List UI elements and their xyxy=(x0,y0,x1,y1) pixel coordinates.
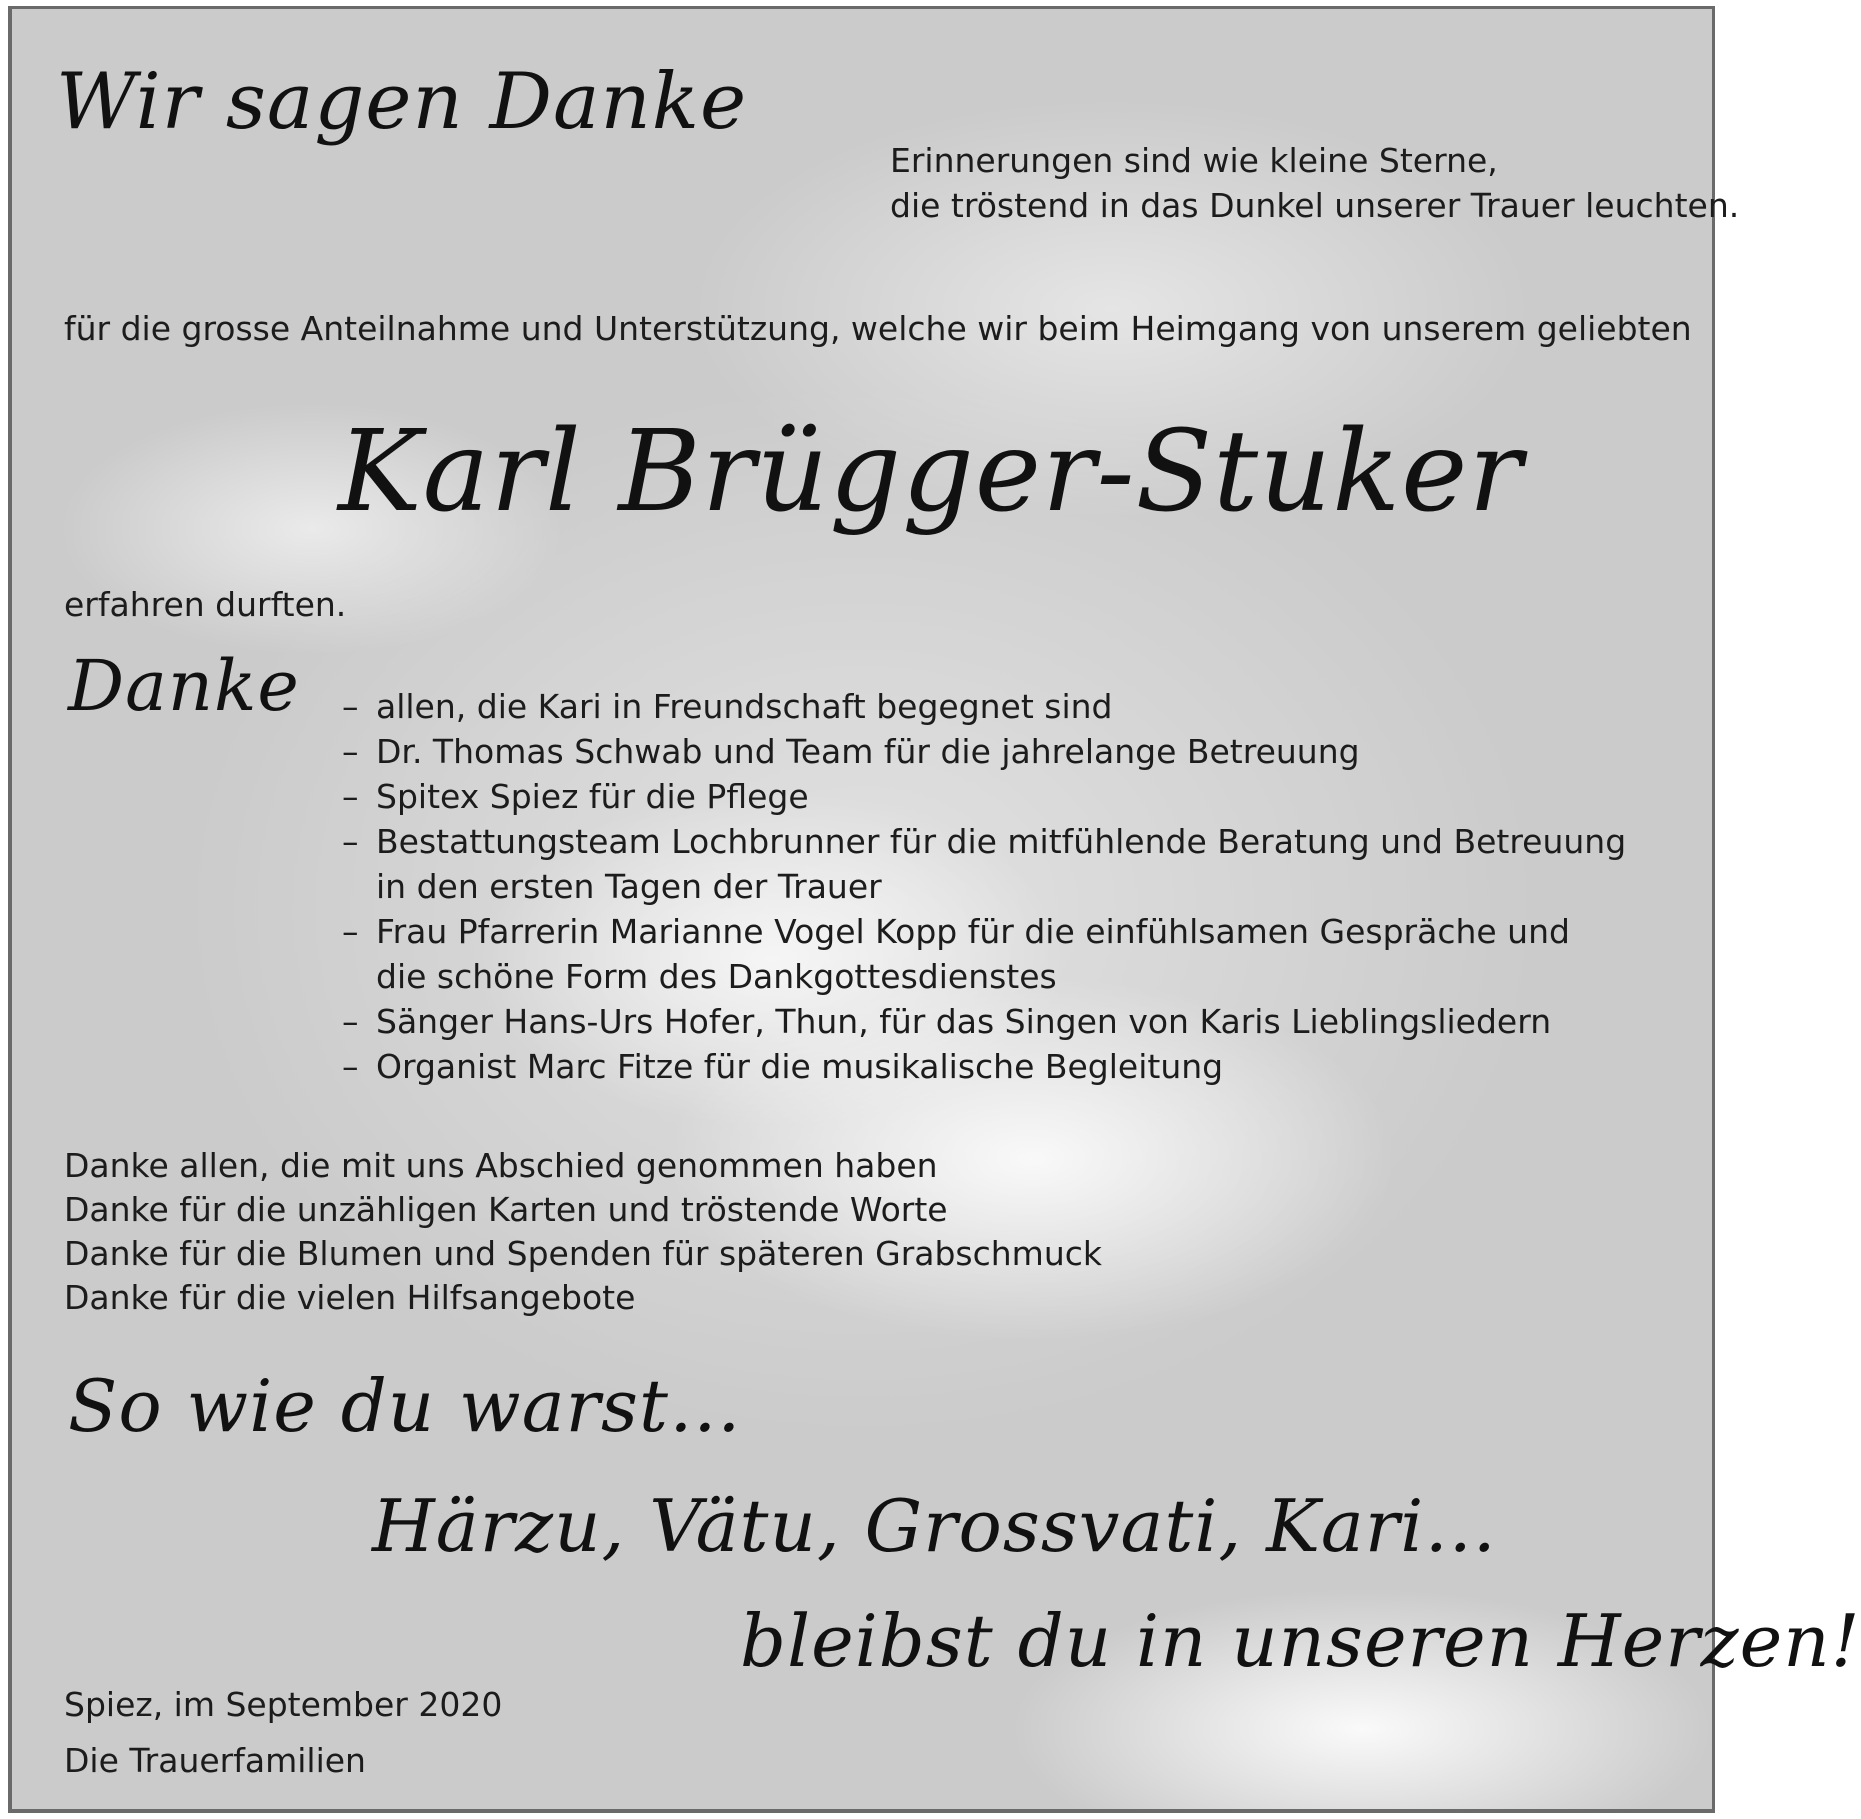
motto-line: die tröstend in das Dunkel unserer Trauer leuchten. xyxy=(890,186,1740,225)
list-dash: – xyxy=(342,732,359,771)
list-item xyxy=(342,685,1626,730)
closing-line-2: Härzu, Vätu, Grossvati, Kari… xyxy=(372,1484,1498,1568)
closing-line-1: So wie du warst… xyxy=(68,1364,742,1448)
list-item xyxy=(342,820,1626,865)
motto-quote xyxy=(890,139,1739,229)
list-item-text: allen, die Kari in Freundschaft begegnet sind xyxy=(376,687,1113,726)
thanks-list xyxy=(342,685,1626,1090)
closing-line-3: bleibst du in unseren Herzen! xyxy=(740,1599,1861,1683)
list-dash: – xyxy=(342,1047,359,1086)
list-item-text: Dr. Thomas Schwab und Team für die jahrelange Betreuung xyxy=(376,732,1360,771)
list-dash: – xyxy=(342,777,359,816)
list-item-text: Sänger Hans-Urs Hofer, Thun, für das Singen von Karis Lieblingsliedern xyxy=(376,1002,1552,1041)
danke-line: Danke für die vielen Hilfsangebote xyxy=(64,1278,636,1317)
danke-line: Danke für die Blumen und Spenden für späteren Grabschmuck xyxy=(64,1234,1103,1273)
danke-block xyxy=(64,1144,1102,1320)
signature: Die Trauerfamilien xyxy=(64,1741,366,1780)
obituary-card xyxy=(8,6,1861,1813)
danke-line: Danke für die unzähligen Karten und tröstende Worte xyxy=(64,1190,948,1229)
heading: Wir sagen Danke xyxy=(56,57,748,147)
list-dash: – xyxy=(342,687,359,726)
deceased-name: Karl Brügger-Stuker xyxy=(338,407,1523,537)
list-item xyxy=(342,1045,1626,1090)
list-item-continuation: in den ersten Tagen der Trauer xyxy=(376,867,882,906)
after-name-text: erfahren durften. xyxy=(64,585,347,624)
list-item xyxy=(342,730,1626,775)
list-dash: – xyxy=(342,822,359,861)
list-dash: – xyxy=(342,1002,359,1041)
list-item xyxy=(342,910,1626,955)
motto-line: Erinnerungen sind wie kleine Sterne, xyxy=(890,141,1498,180)
list-item xyxy=(342,775,1626,820)
list-dash: – xyxy=(342,912,359,951)
list-item-continuation: die schöne Form des Dankgottesdienstes xyxy=(376,957,1057,996)
place-date: Spiez, im September 2020 xyxy=(64,1685,503,1724)
danke-heading: Danke xyxy=(68,645,300,727)
list-item-text: Frau Pfarrerin Marianne Vogel Kopp für die einfühlsamen Gespräche und xyxy=(376,912,1570,951)
intro-text: für die grosse Anteilnahme und Unterstützung, welche wir beim Heimgang von unserem geliebten xyxy=(64,309,1692,348)
list-item-text: Spitex Spiez für die Pflege xyxy=(376,777,809,816)
list-item xyxy=(342,1000,1626,1045)
list-item-text: Bestattungsteam Lochbrunner für die mitfühlende Beratung und Betreuung xyxy=(376,822,1627,861)
list-item-text: Organist Marc Fitze für die musikalische Begleitung xyxy=(376,1047,1224,1086)
danke-line: Danke allen, die mit uns Abschied genommen haben xyxy=(64,1146,938,1185)
